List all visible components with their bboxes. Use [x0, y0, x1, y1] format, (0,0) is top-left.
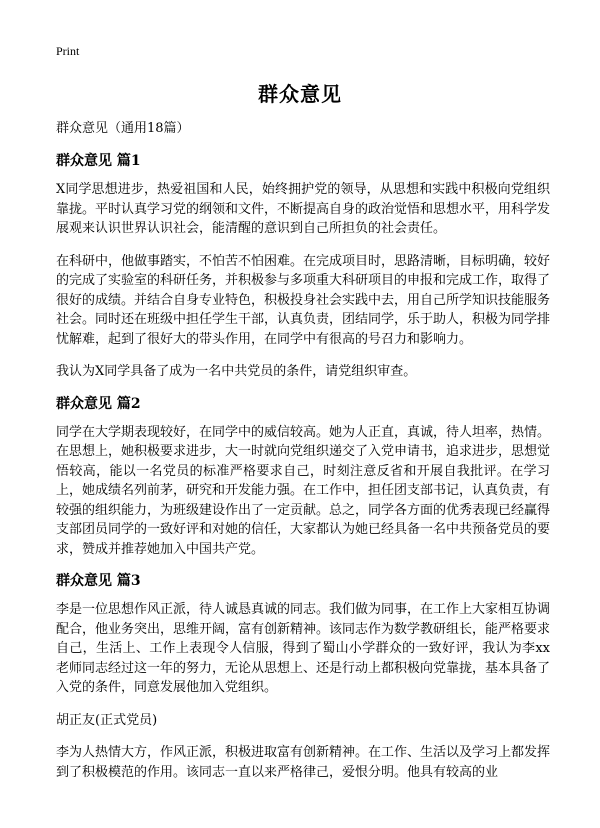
- paragraph: 李为人热情大方，作风正派，积极进取富有创新精神。在工作、生活以及学习上都发挥到了积极模范的作用。该同志一直以来严格律己，爱恨分明。他具有较高的业: [56, 745, 551, 780]
- paragraph: X同学思想进步，热爱祖国和人民，始终拥护党的领导，从思想和实践中积极向党组织靠拢。平时认真学习党的纲领和文件，不断提高自身的政治觉悟和思想水平，用科学发展观来认识世界认识社会，能清醒的意识到自己所担负的社会责任。: [56, 182, 551, 236]
- document-subtitle: 群众意见（通用18篇）: [56, 121, 190, 136]
- section-1: [56, 152, 550, 382]
- document-body: [56, 120, 550, 795]
- section-heading: 群众意见 篇3: [56, 573, 141, 589]
- paragraph: 在科研中，他做事踏实，不怕苦不怕困难。在完成项目时，思路清晰，目标明确，较好的完成了实验室的科研任务，并积极参与多项重大科研项目的申报和完成工作，取得了很好的成绩。并结合自身专业特色，积极投身社会实践中去，用自己所学知识技能服务社会。同时还在班级中担任学生干部，认真负责，团结同学，乐于助人，积极为同学排忧解难，起到了很好大的带头作用，在同学中有很高的号召力和影响力。: [56, 253, 551, 347]
- section-heading: 群众意见 篇2: [56, 395, 141, 412]
- section-3: [56, 572, 550, 782]
- paragraph: 我认为X同学具备了成为一名中共党员的条件，请党组织审查。: [56, 364, 417, 379]
- print-link[interactable]: Print: [56, 44, 80, 58]
- signature: 胡正友(正式党员): [56, 712, 158, 728]
- section-heading: 群众意见 篇1: [56, 153, 141, 169]
- page-title: 群众意见: [258, 82, 342, 106]
- section-2: [56, 395, 550, 560]
- paragraph: 同学在大学期表现较好，在同学中的威信较高。她为人正直，真诚，待人坦率，热情。在思想上，她积极要求进步，大一时就向党组织递交了入党申请书，追求进步，思想觉悟较高，能以一名党员的标准严格要求自己，时刻注意反省和开展自我批评。在学习上，她成绩名列前茅，研究和开发能力强。在工作中，担任团支部书记，认真负责，有较强的组织能力，为班级建设作出了一定贡献。总之，同学各方面的优秀表现已经赢得支部团员同学的一致好评和对她的信任，大家都认为她已经具备一名中共预备党员的要求，赞成并推荐她加入中国共产党。: [56, 424, 551, 557]
- paragraph: 李是一位思想作风正派，待人诚恳真诚的同志。我们做为同事，在工作上大家相互协调配合，他业务突出，思维开阔，富有创新精神。该同志作为数学教研组长，能严格要求自己，生活上、工作上表现令人信服，得到了蜀山小学群众的一致好评，我认为李xx老师同志经过这一年的努力，无论从思想上、还是行动上都积极向党靠拢，基本具备了入党的条件，同意发展他加入党组织。: [56, 602, 551, 695]
